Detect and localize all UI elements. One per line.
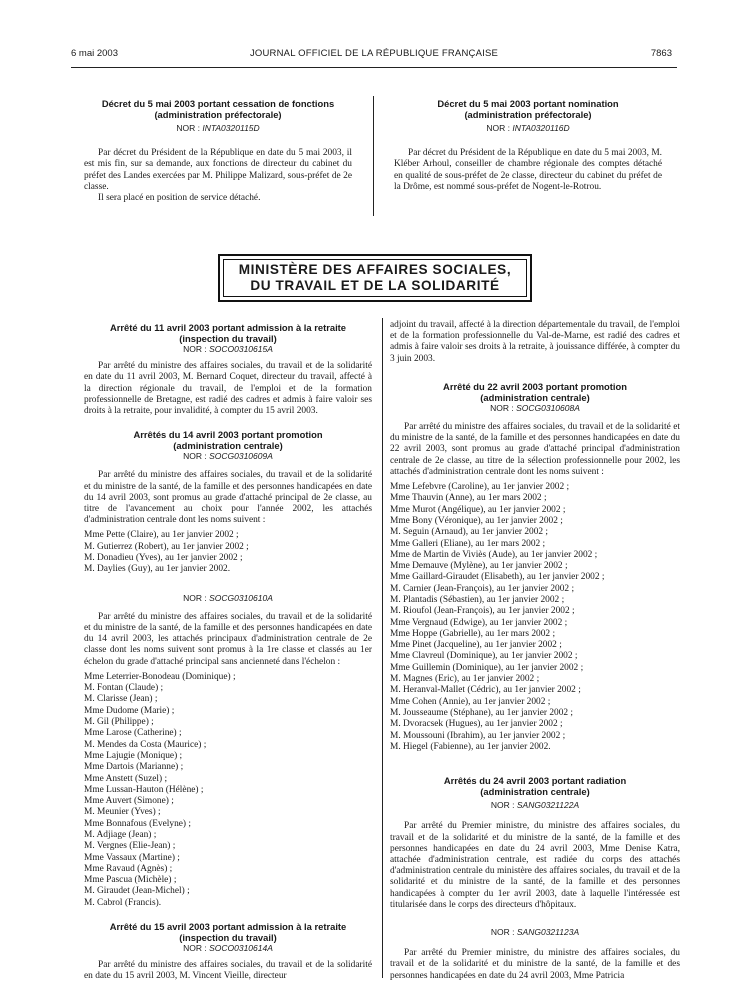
list-item: Mme Gaillard-Giraudet (Elisabeth), au 1er janvier 2002 ;	[390, 572, 605, 583]
decree-cessation	[84, 98, 352, 204]
list-item: Mme Guillemin (Dominique), au 1er janvier 2002 ;	[390, 662, 584, 673]
nor-reference: NOR : SOCO0310615A	[183, 344, 273, 354]
journal-title: JOURNAL OFFICIEL DE LA RÉPUBLIQUE FRANÇAISE	[249, 48, 499, 59]
decree-title: Arrêtés du 24 avril 2003 portant radiation	[443, 775, 627, 787]
list-item: Mme Lajugie (Monique) ;	[84, 750, 183, 761]
list-item: Mme Vergnaud (Edwige), au 1er janvier 2002 ;	[390, 617, 568, 628]
list-item: Mme Pascua (Michèle) ;	[84, 875, 177, 886]
list-item: Mme Auvert (Simone) ;	[84, 796, 174, 807]
decree-title: Arrêté du 11 avril 2003 portant admission à la retraite	[109, 322, 347, 333]
decree-subtitle: (administration centrale)	[480, 391, 590, 403]
nor-reference: NOR : INTA0320115D	[176, 123, 260, 133]
promotion-list	[390, 482, 680, 753]
list-item: M. Daylies (Guy), au 1er janvier 2002.	[84, 564, 231, 575]
list-item: M. Jousseaume (Stéphane), au 1er janvier 2002 ;	[390, 707, 574, 718]
list-item: M. Carnier (Jean-François), au 1er janvier 2002 ;	[390, 583, 575, 594]
decree-subtitle: (administration préfectorale)	[464, 109, 592, 120]
list-item: M. Dvoracsek (Hugues), au 1er janvier 2002 ;	[390, 719, 563, 730]
list-item: Mme Larose (Catherine) ;	[84, 728, 182, 739]
nor-reference: NOR : SOCG0310609A	[183, 451, 273, 462]
nor-reference: NOR : INTA0320116D	[486, 123, 570, 133]
list-item: Mme Dudome (Marie) ;	[84, 705, 175, 716]
list-item: Mme Bonnafous (Evelyne) ;	[84, 818, 192, 829]
nor-reference: NOR : SANG0321123A	[490, 926, 580, 937]
list-item: Mme Bony (Véronique), au 1er janvier 2002 ;	[390, 515, 563, 526]
list-item: Mme Thauvin (Anne), au 1er mars 2002 ;	[390, 493, 547, 504]
list-item: Mme Clavreul (Dominique), au 1er janvier 2002 ;	[390, 651, 578, 662]
nor-reference: NOR : SANG0321122A	[490, 800, 580, 811]
list-item: M. Adjiage (Jean) ;	[84, 830, 157, 840]
list-item: M. Clarisse (Jean) ;	[84, 694, 158, 705]
column-separator	[373, 96, 374, 216]
list-item: Mme Ravaud (Agnès) ;	[84, 863, 173, 874]
decree-title: Arrêtés du 14 avril 2003 portant promotion	[133, 429, 323, 441]
list-item: M. Heranval-Mallet (Cédric), au 1er janvier 2002 ;	[390, 685, 581, 696]
paragraph: Par décret du Président de la République en date du 5 mai 2003, M. Kléber Arhoul, conseiller de chambre régionale des comptes détaché en qualité de sous-préfet de 2e classe, directeur du cabinet du préfet de la Drôme, est nommé sous-préfet de Nogent-le-Rotrou.	[394, 148, 662, 192]
paragraph: Par arrêté du ministre des affaires sociales, du travail et de la solidarité en date du 11 avril 2003, M. Bernard Coquet, directeur du travail, affecté à la direction régionale du travail, de l'emploi et de la formation professionnelle de Bretagne, est radié des cadres et admis à faire valoir ses droits à la retraite, pour invalidité, à compter du 15 avril 2003.	[84, 361, 372, 417]
promotion-list	[84, 672, 372, 909]
ministry-name-line2: DU TRAVAIL ET DE LA SOLIDARITÉ	[250, 278, 500, 293]
decree-subtitle: (inspection du travail)	[179, 932, 277, 944]
promotion-list	[84, 530, 372, 575]
list-item: Mme Murot (Angélique), au 1er janvier 2002 ;	[390, 504, 566, 515]
list-item: M. Giraudet (Jean-Michel) ;	[84, 886, 190, 897]
ministry-heading-box	[218, 254, 532, 302]
nor-reference: NOR : SOCG0310610A	[183, 592, 273, 603]
decree-subtitle: (administration préfectorale)	[154, 109, 282, 120]
decree-subtitle: (inspection du travail)	[179, 333, 277, 344]
nor-reference: NOR : SOCO0310614A	[183, 943, 273, 954]
list-item: Mme Pinet (Jacqueline), au 1er janvier 2002 ;	[390, 640, 562, 651]
nor-reference: NOR : SOCG0310608A	[490, 402, 580, 413]
right-column	[390, 320, 680, 982]
list-item: Mme Anstett (Suzel) ;	[84, 773, 168, 784]
page-header	[0, 48, 748, 64]
paragraph: Par arrêté du Premier ministre, du ministre des affaires sociales, du travail et de la solidarité et du ministre de la santé, de la famille et des personnes handicapées en date du 24 avril 2003, Mme Patricia	[390, 948, 680, 981]
paragraph: Par arrêté du ministre des affaires sociales, du travail et de la solidarité en date du 15 avril 2003, M. Vincent Vieille, directeur	[84, 960, 372, 982]
list-item: Mme Galleri (Eliane), au 1er mars 2002 ;	[390, 538, 546, 549]
list-item: M. Hiegel (Fabienne), au 1er janvier 2002.	[390, 741, 551, 752]
list-item: M. Mendes da Costa (Maurice) ;	[84, 739, 207, 750]
list-item: Mme Cohen (Annie), au 1er janvier 2002 ;	[390, 696, 551, 707]
list-item: M. Rioufol (Jean-François), au 1er janvier 2002 ;	[390, 606, 575, 617]
paragraph: Par arrêté du ministre des affaires sociales, du travail et de la solidarité et du ministre de la santé, de la famille et des personnes handicapées en date du 14 avril 2003, sont promus au grade d'attaché principal de 2e classe, au titre de l'avancement au choix pour l'année 2002, les attachés d'administration centrale dont les noms suivent :	[84, 470, 372, 526]
decree-subtitle: (administration centrale)	[480, 786, 590, 798]
decree-title: Décret du 5 mai 2003 portant nomination	[437, 98, 619, 109]
paragraph: Par arrêté du Premier ministre, du ministre des affaires sociales, du travail et de la solidarité et du ministre de la santé, de la famille et des personnes handicapées en date du 24 avril 2003, Mme Denise Katra, attachée d'administration centrale, est radiée du corps des attachés d'administration centrale du ministère des affaires sociales, du travail et de la solidarité et du ministre de la santé, de la famille et des personnes handicapées à compter du 1er avril 2003, date à laquelle l'intéressée est titularisée dans le corps des directeurs d'hôpitaux.	[390, 821, 680, 910]
paragraph: Par arrêté du ministre des affaires sociales, du travail et de la solidarité et du ministre de la santé, de la famille et des personnes handicapées en date du 22 avril 2003, sont promus au grade d'attaché principal d'administration centrale de 2e classe, au titre de la sélection professionnelle pour 2002, les attachés d'administration centrale dont les noms suivent :	[390, 422, 680, 477]
header-date: 6 mai 2003	[71, 48, 119, 59]
header-rule	[71, 67, 677, 68]
list-item: M. Meunier (Yves) ;	[84, 807, 161, 818]
ministry-name-line1: MINISTÈRE DES AFFAIRES SOCIALES,	[238, 262, 512, 277]
list-item: M. Plantadis (Sébastien), au 1er janvier 2002 ;	[390, 595, 565, 605]
list-item: M. Seguin (Arnaud), au 1er janvier 2002 ;	[390, 527, 549, 538]
list-item: Mme Dartois (Marianne) ;	[84, 762, 184, 773]
list-item: Mme Vassaux (Martine) ;	[84, 852, 180, 863]
list-item: M. Magnes (Eric), au 1er janvier 2002 ;	[390, 674, 540, 685]
paragraph: Il sera placé en position de service détaché.	[98, 193, 261, 204]
decree-nomination	[394, 98, 662, 193]
list-item: M. Gil (Philippe) ;	[84, 717, 154, 728]
list-item: Mme Hoppe (Gabrielle), au 1er mars 2002 ;	[390, 628, 556, 639]
list-item: Mme de Martin de Viviès (Aude), au 1er janvier 2002 ;	[390, 549, 598, 560]
column-separator	[382, 318, 383, 978]
list-item: M. Donadieu (Yves), au 1er janvier 2002 ;	[84, 553, 243, 564]
paragraph: Par décret du Président de la République en date du 5 mai 2003, il est mis fin, sur sa demande, aux fonctions de directeur du cabinet du préfet des Landes exercées par M. Philippe Malizard, sous-préfet de 2e classe.	[84, 148, 352, 192]
decree-subtitle: (administration centrale)	[173, 440, 283, 452]
list-item: M. Fontan (Claude) ;	[84, 683, 164, 694]
list-item: M. Vergnes (Elie-Jean) ;	[84, 841, 176, 852]
paragraph: adjoint du travail, affecté à la direction départementale du travail, de l'emploi et de la formation professionnelle du Val-de-Marne, est radié des cadres et admis à faire valoir ses droits à la retraite, à jouissance différée, à compter du 3 juin 2003.	[390, 320, 680, 364]
list-item: M. Moussouni (Ibrahim), au 1er janvier 2002 ;	[390, 730, 566, 741]
left-column	[84, 322, 372, 983]
list-item: Mme Pette (Claire), au 1er janvier 2002 ;	[84, 530, 239, 541]
list-item: Mme Lussan-Hauton (Hélène) ;	[84, 784, 204, 795]
list-item: M. Cabrol (Francis).	[84, 897, 162, 908]
list-item: Mme Lefebvre (Caroline), au 1er janvier 2002 ;	[390, 482, 570, 493]
decree-title: Décret du 5 mai 2003 portant cessation de fonctions	[101, 98, 335, 109]
list-item: Mme Leterrier-Bonodeau (Dominique) ;	[84, 671, 236, 682]
page-number: 7863	[650, 48, 672, 59]
list-item: Mme Demauve (Mylène), au 1er janvier 2002 ;	[390, 561, 568, 572]
decree-title: Arrêté du 15 avril 2003 portant admission à la retraite	[109, 921, 347, 933]
paragraph: Par arrêté du ministre des affaires sociales, du travail et de la solidarité et du ministre de la santé, de la famille et des personnes handicapées en date du 14 avril 2003, les attachés principaux d'administration centrale de 2e classe dont les noms suivent sont promus à la 1re classe et classés au 1er échelon du grade d'attaché principal sans ancienneté dans l'échelon :	[84, 611, 372, 667]
decree-title: Arrêté du 22 avril 2003 portant promotion	[443, 380, 627, 392]
list-item: M. Gutierrez (Robert), au 1er janvier 2002 ;	[84, 541, 249, 552]
